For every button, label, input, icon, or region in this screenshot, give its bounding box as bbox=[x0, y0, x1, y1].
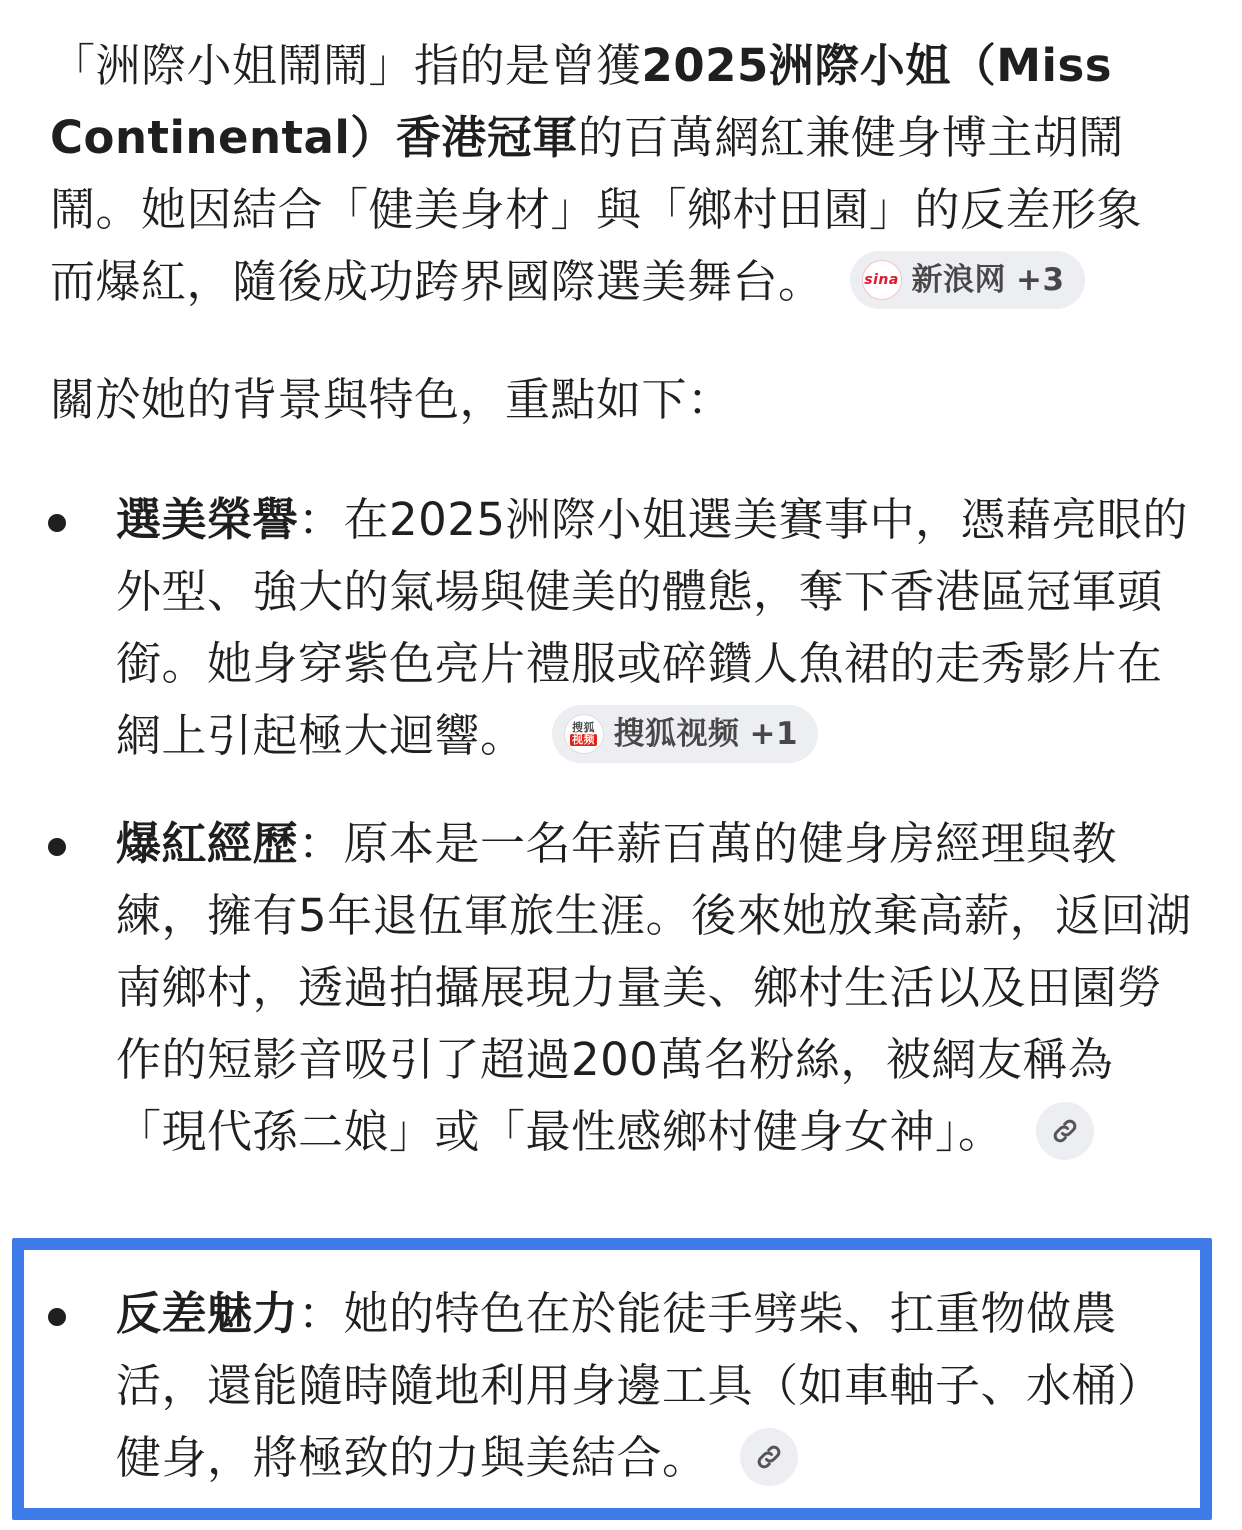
intro-text-post: 的百萬網紅兼健身博主胡鬧鬧。她因結合「健美身材」與「鄉村田園」的反差形象而爆紅，隨後成功跨界國際選美舞台。 bbox=[50, 111, 1143, 308]
bullet-title: 選美榮譽 bbox=[116, 493, 299, 546]
source-chip-sohu[interactable] bbox=[552, 705, 819, 763]
bullet-dot bbox=[48, 1308, 66, 1326]
intro-paragraph bbox=[50, 30, 1180, 318]
source-chip-label: 新浪网 bbox=[911, 262, 1007, 298]
source-chip-label: 搜狐视频 bbox=[613, 716, 740, 752]
bullet-title: 反差魅力 bbox=[116, 1287, 299, 1340]
bullet-title: 爆紅經歷 bbox=[116, 817, 299, 870]
intro-text-bold: 2025洲際小姐（Miss Continental）香港冠軍 bbox=[50, 39, 1113, 164]
link-button[interactable] bbox=[1036, 1102, 1094, 1160]
sina-logo-icon: sina bbox=[862, 260, 902, 300]
sohu-video-logo-icon: 搜狐 视频 bbox=[564, 714, 604, 754]
source-chip-count: +1 bbox=[749, 716, 799, 752]
bullet-dot bbox=[48, 514, 66, 532]
bullet-text: ：原本是一名年薪百萬的健身房經理與教練，擁有5年退伍軍旅生涯。後來她放棄高薪，返回湖南鄉村，透過拍攝展現力量美、鄉村生活以及田園勞作的短影音吸引了超過200萬名粉絲，被網友稱為「現代孫二娘」或「最性感鄉村健身女神」。 bbox=[116, 817, 1192, 1158]
section-subheading: 關於她的背景與特色，重點如下： bbox=[50, 373, 733, 426]
link-icon bbox=[1050, 1116, 1080, 1146]
bullet-text: ：她的特色在於能徒手劈柴、扛重物做農活，還能隨時隨地利用身邊工具（如車軸子、水桶）健身，將極致的力與美結合。 bbox=[116, 1287, 1163, 1484]
bullet-dot bbox=[48, 838, 66, 856]
source-chip-count: +3 bbox=[1016, 262, 1065, 298]
source-chip-sina[interactable] bbox=[850, 251, 1085, 309]
intro-text-pre: 「洲際小姐鬧鬧」指的是曾獲 bbox=[50, 39, 642, 92]
bullet-text: ：在2025洲際小姐選美賽事中，憑藉亮眼的外型、強大的氣場與健美的體態，奪下香港區冠軍頭銜。她身穿紫色亮片禮服或碎鑽人魚裙的走秀影片在網上引起極大迴響。 bbox=[116, 493, 1189, 762]
link-button[interactable] bbox=[740, 1428, 798, 1486]
link-icon bbox=[754, 1442, 784, 1472]
